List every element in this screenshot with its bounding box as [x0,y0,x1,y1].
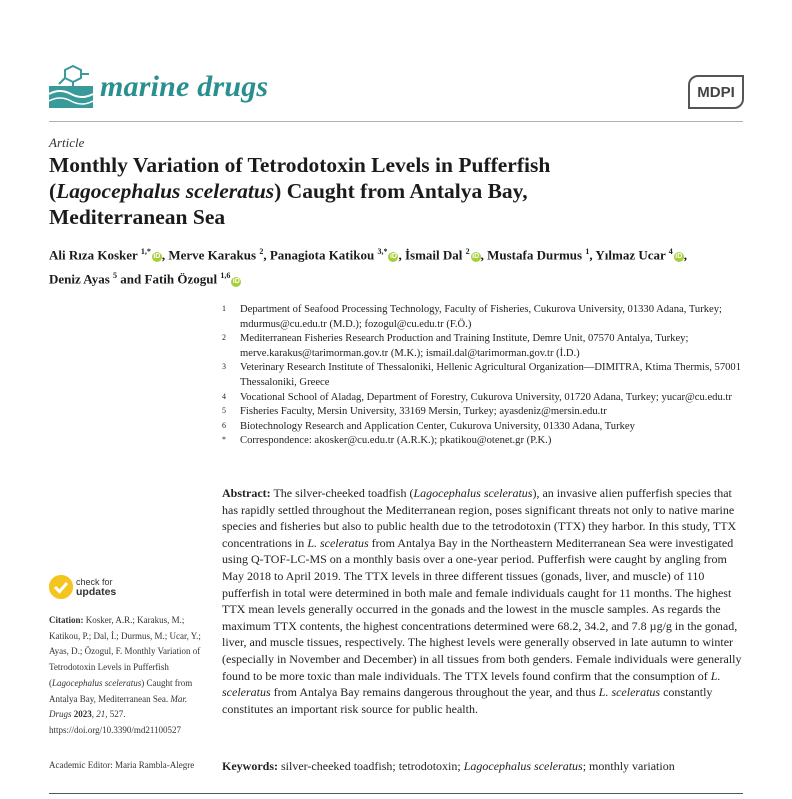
academic-editor: Academic Editor: Maria Rambla-Alegre [49,760,195,770]
affiliation-number: 6 [222,420,226,430]
orcid-icon[interactable]: iD [472,253,480,261]
affiliation-item [222,361,750,390]
affiliation-item [222,303,750,332]
author-name[interactable]: Deniz Ayas [49,271,110,287]
affiliation-number: * [222,435,226,445]
title-line-2: (Lagocephalus sceleratus) Caught from Antalya Bay, [49,179,528,203]
affiliation-text: Veterinary Research Institute of Thessaloniki, Hellenic Agricultural Organization—DIMITRA, Ktima Thermis, 57001 Thessaloniki, Greece [240,362,742,388]
author-separator: , [589,247,596,263]
orcid-icon[interactable]: iD [153,253,161,261]
affiliation-number: 1 [222,304,226,313]
affiliation-number: 3 [222,362,226,372]
orcid-icon[interactable]: iD [675,253,683,261]
author-name[interactable]: İsmail Dal [404,247,463,263]
author-affiliation-mark: 1 [585,247,590,256]
author-separator: , [161,247,169,263]
author-name[interactable]: Merve Karakus [168,247,257,263]
affiliation-number: 4 [222,391,226,401]
author-name[interactable]: Panagiota Katikou [269,247,375,263]
article-type: Article [49,135,85,150]
affiliation-text: Fisheries Faculty, Mersin University, 33169 Mersin, Turkey; ayasdeniz@mersin.edu.tr [240,406,607,418]
abstract: Abstract: The silver-cheeked toadfish (Lagocephalus sceleratus), an invasive alien pufferfish species that has rapidly settled throughout the Mediterranean region, poses significant threats not only to native marine species and fisheries but also to public health due to the tetrodotoxin (TTX) they harbor. In this study, TTX concentrations in L. sceleratus from Antalya Bay in the Northeastern Mediterranean Sea were investigated using Q-TOF-LC-MS on a monthly basis over a one-year period. Pufferfish were caught by angling from May 2018 to April 2019. The TTX levels in three different tissues (gonads, liver, and muscle) of 110 pufferfish in total were determined in both male and female individuals caught for 11 months. The highest TTX mean levels generally occurred in the gonads and the lowest in the muscle samples. As regards the maximum TTX contents, the highest concentrations determined were 68.2, 34.2, and 7.8 µg/g in the gonad, liver, and muscle tissues, respectively. The highest levels were generally observed in late autumn to winter (especially in November and December) in all tissues from both genders. Female individuals were generally found to be more toxic than male individuals. The TTX levels found confirm that the consumption of L. sceleratus from Antalya Bay remains dangerous throughout the year, and thus L. sceleratus constantly constitutes an important risk source for public health. [222,486,742,716]
mdpi-logo-icon[interactable]: MDPI [688,75,744,109]
affiliation-text: Department of Seafood Processing Technology, Faculty of Fisheries, Cukurova University, 01330 Adana, Turkey; mdurmus@cu.edu.tr (M.D.); fozogul@cu.edu.tr (F.Ö.) [240,304,722,330]
author-separator: , [263,247,270,263]
author-affiliation-mark: 2 [465,247,470,256]
affiliation-item [222,434,750,449]
author-affiliation-mark: 5 [113,271,118,281]
affiliation-number: 2 [222,333,226,343]
affiliation-text: Biotechnology Research and Application Center, Cukurova University, 01330 Adana, Turkey [240,420,635,432]
citation-block: Citation: Kosker, A.R.; Karakus, M.; Katikou, P.; Dal, İ.; Durmus, M.; Ucar, Y.; Ayas, D.; Özogul, F. Monthly Variation of Tetrodotoxin Levels in Pufferfish (Lagocephalus sceleratus) Caught from Antalya Bay, Mediterranean Sea. Mar. Drugs 2023, 21, 527. https://doi.org/10.3390/md21100527 [49,615,201,735]
author-affiliation-mark: 3,* [377,247,388,256]
affiliation-item [222,332,750,361]
author-affiliation-mark: 4 [668,247,673,256]
title-line-1: Monthly Variation of Tetrodotoxin Levels in Pufferfish [49,153,551,177]
affiliation-item [222,405,750,420]
affiliation-text: Correspondence: akosker@cu.edu.tr (A.R.K.); pkatikou@otenet.gr (P.K.) [240,435,552,447]
affiliation-text: Mediterranean Fisheries Research Production and Training Institute, Demre Unit, 07570 Antalya, Turkey; merve.karakus@tarimorman.gov.tr (M.K.); ismail.dal@tarimorman.gov.tr (İ.D.) [240,333,689,359]
title-line-3: Mediterranean Sea [49,205,226,229]
affiliations [222,303,750,449]
author-affiliation-mark: 1,6 [220,271,231,281]
author-name[interactable]: Fatih Özogul [144,271,218,287]
citation-label: Citation: [49,615,84,625]
author-affiliation-mark: 1,* [140,247,151,256]
affiliation-text: Vocational School of Aladag, Department of Forestry, Cukurova University, 01720 Adana, Turkey; yucar@cu.edu.tr [240,391,732,403]
header-divider [49,121,743,122]
author-separator: , [683,247,688,263]
author-affiliation-mark: 2 [259,247,264,256]
author-name[interactable]: Mustafa Durmus [487,247,583,263]
keywords: Keywords: silver-cheeked toadfish; tetrodotoxin; Lagocephalus sceleratus; monthly variation [222,759,675,773]
author-separator: , [398,247,405,263]
article-title [49,152,749,230]
author-name[interactable]: Ali Rıza Kosker [49,247,138,263]
abstract-label: Abstract: [222,486,271,500]
affiliation-item [222,391,750,406]
orcid-icon[interactable]: iD [389,253,397,261]
check-for-updates-label[interactable]: check for updates [76,577,117,598]
author-name[interactable]: Yılmaz Ucar [595,247,666,263]
author-list [49,241,749,290]
affiliation-item [222,420,750,435]
check-for-updates-icon[interactable] [49,575,73,599]
affiliation-number: 5 [222,406,226,416]
journal-logo-icon [49,64,93,108]
journal-name: marine drugs [100,70,269,103]
author-separator: , [480,247,488,263]
footer-divider [49,793,743,794]
author-separator: and [117,271,145,287]
keywords-label: Keywords: [222,759,278,773]
orcid-icon[interactable]: iD [232,277,240,285]
